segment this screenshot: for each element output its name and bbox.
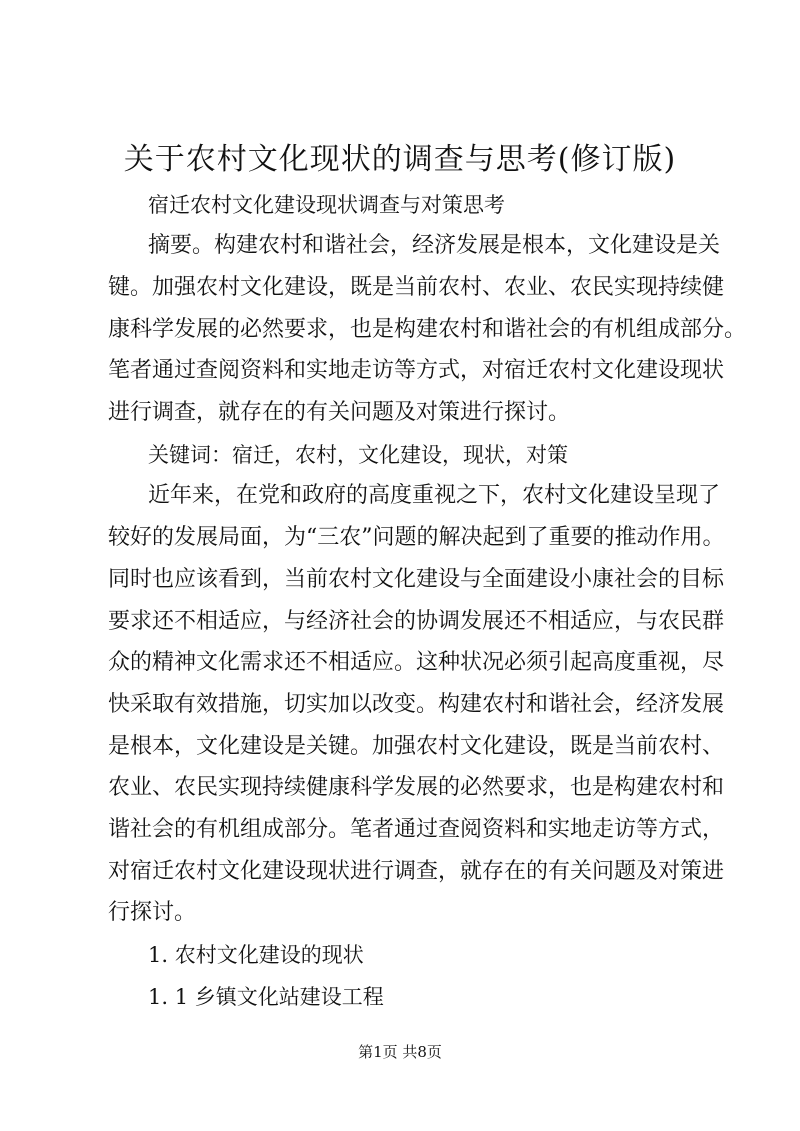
abstract-line: 摘要。构建农村和谐社会，经济发展是根本，文化建设是关 (148, 233, 721, 258)
body-line: 行探讨。 (108, 900, 197, 925)
abstract-line: 键。加强农村文化建设，既是当前农村、农业、农民实现持续健 (108, 275, 725, 300)
section-heading: 1. 农村文化建设的现状 (148, 943, 364, 967)
body-line: 近年来，在党和政府的高度重视之下，农村文化建设呈现了 (148, 483, 721, 508)
body-line: 众的精神文化需求还不相适应。这种状况必须引起高度重视，尽 (108, 650, 725, 675)
subtitle: 宿迁农村文化建设现状调查与对策思考 (148, 193, 505, 217)
body-line: 对宿迁农村文化建设现状进行调查，就存在的有关问题及对策进 (108, 859, 725, 884)
abstract-line: 进行调查，就存在的有关问题及对策进行探讨。 (108, 400, 571, 425)
body-line: 快采取有效措施，切实加以改变。构建农村和谐社会，经济发展 (108, 692, 725, 717)
document-title: 关于农村文化现状的调查与思考(修订版) (123, 142, 677, 177)
body-line: 是根本，文化建设是关键。加强农村文化建设，既是当前农村、 (108, 734, 725, 759)
abstract-line: 笔者通过查阅资料和实地走访等方式，对宿迁农村文化建设现状 (108, 358, 725, 383)
body-line: 同时也应该看到，当前农村文化建设与全面建设小康社会的目标 (108, 567, 725, 592)
subsection-heading: 1. 1 乡镇文化站建设工程 (148, 985, 384, 1009)
abstract-line: 康科学发展的必然要求，也是构建农村和谐社会的有机组成部分。 (108, 317, 747, 342)
keywords-line: 关键词：宿迁，农村，文化建设，现状，对策 (148, 443, 568, 467)
body-line: 谐社会的有机组成部分。笔者通过查阅资料和实地走访等方式， (108, 817, 725, 842)
body-line: 农业、农民实现持续健康科学发展的必然要求，也是构建农村和 (108, 775, 725, 800)
body-line: 要求还不相适应，与经济社会的协调发展还不相适应，与农民群 (108, 609, 725, 634)
page-number: 第1页 共8页 (358, 1043, 442, 1061)
body-line: 较好的发展局面，为“三农”问题的解决起到了重要的推动作用。 (108, 525, 725, 550)
